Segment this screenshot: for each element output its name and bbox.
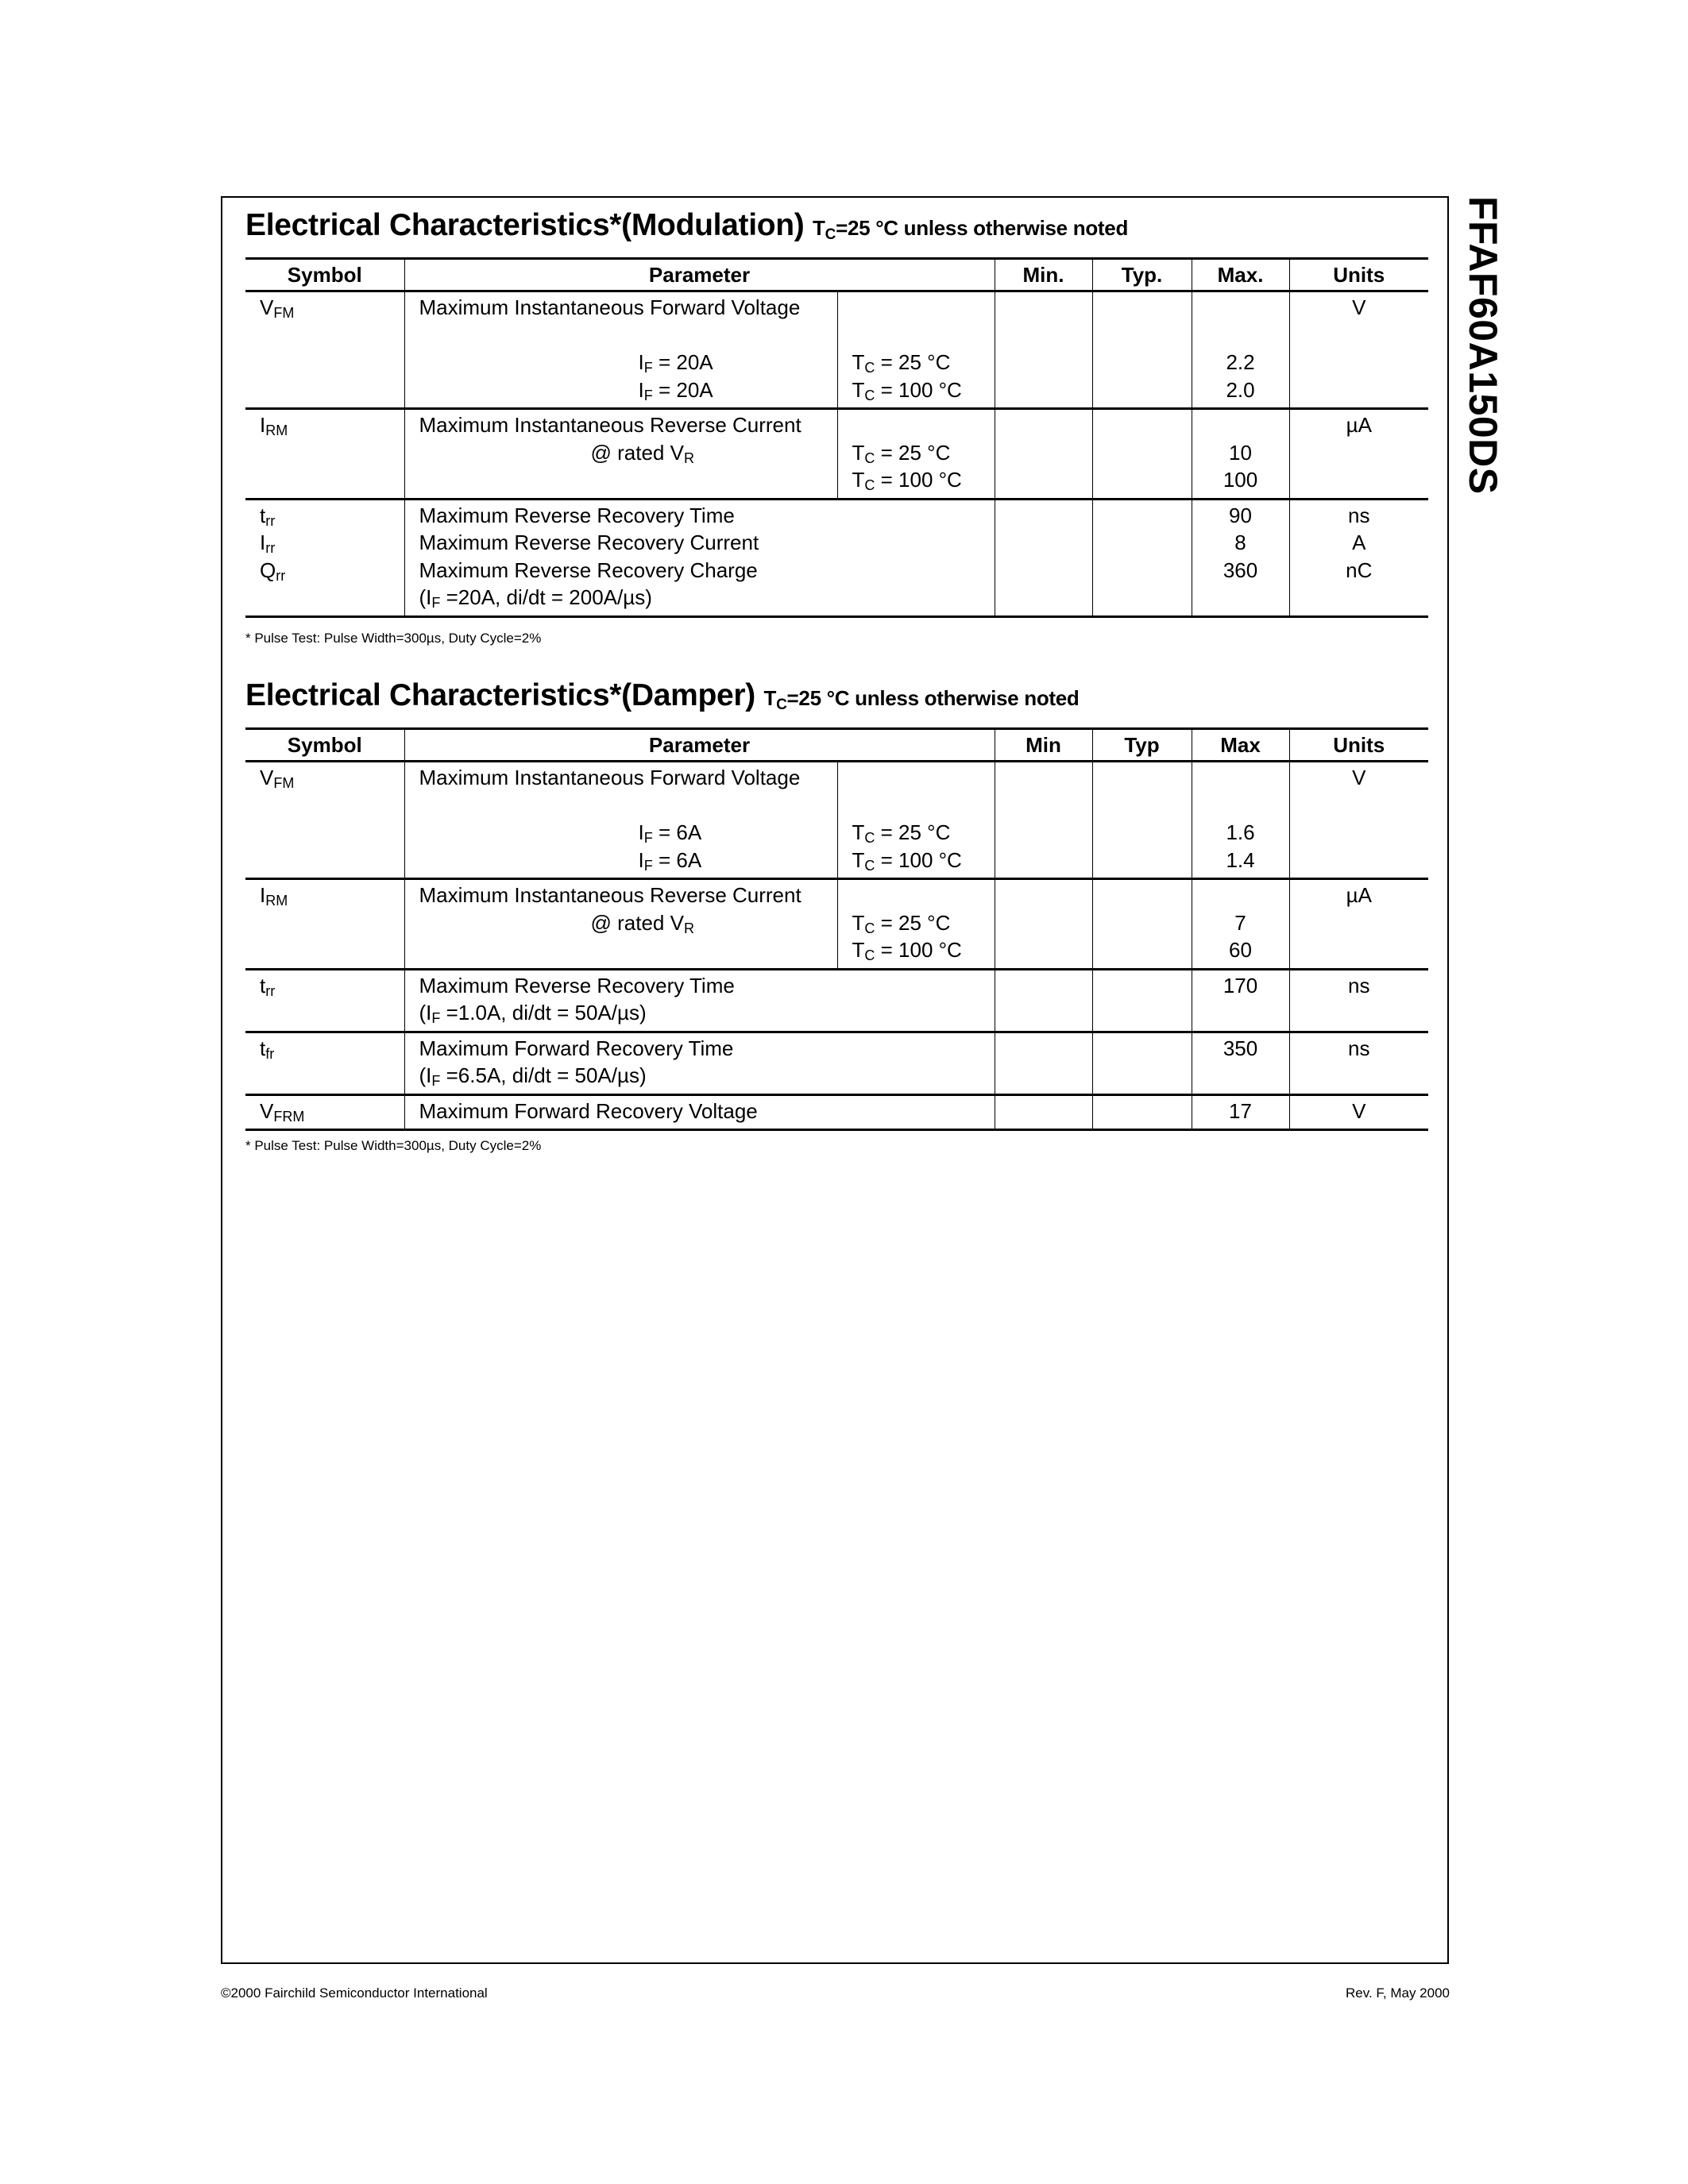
subscript: C: [776, 696, 787, 713]
cell-line: [260, 557, 404, 585]
subscript: F: [643, 857, 653, 874]
cell-line: [852, 466, 995, 494]
cell-line: [1192, 764, 1289, 792]
text-segment: Maximum Instantaneous Reverse Current: [419, 413, 802, 437]
text-segment: = 100 °C: [875, 847, 962, 872]
cell-line: [852, 349, 995, 376]
cell-line: [1192, 502, 1289, 530]
parameter-cell: [404, 1032, 995, 1094]
modulation-characteristics-table: [245, 257, 1428, 618]
column-header-max: Max: [1192, 729, 1289, 762]
text-segment: = 100 °C: [875, 468, 962, 492]
text-segment: V: [1352, 1098, 1366, 1123]
cell-line: [1290, 557, 1429, 585]
text-segment: t: [260, 973, 266, 997]
text-segment: @ rated V: [590, 910, 684, 935]
cell-line: [1290, 764, 1429, 792]
text-segment: V: [260, 295, 274, 319]
units-cell: [1289, 409, 1428, 500]
text-segment: V: [1352, 766, 1366, 789]
cell-line: [419, 1062, 995, 1090]
parameter-cell: [404, 762, 837, 879]
text-segment: 1.6: [1226, 820, 1255, 844]
cell-line: [419, 376, 837, 404]
text-segment: I: [260, 531, 266, 554]
text-segment: 7: [1234, 910, 1246, 935]
text-segment: µA: [1346, 413, 1372, 437]
cell-line: [260, 1035, 404, 1063]
parameter-cell: [404, 409, 837, 500]
typ-cell: [1092, 1094, 1192, 1130]
text-segment: 170: [1223, 973, 1258, 997]
text-segment: 100: [1223, 468, 1258, 492]
text-segment: = 25 °C: [875, 350, 951, 374]
cell-line: [419, 411, 837, 439]
cell-line: [1192, 819, 1289, 847]
subscript: FM: [273, 305, 295, 321]
cell-line: [419, 1098, 995, 1125]
text-segment: 10: [1229, 440, 1252, 465]
cell-line: [260, 502, 404, 530]
cell-line: [1192, 466, 1289, 494]
cell-line: [1290, 1035, 1429, 1063]
text-segment: 350: [1223, 1036, 1258, 1060]
cell-line: [1192, 972, 1289, 1000]
text-segment: = 6A: [652, 847, 702, 872]
text-segment: V: [260, 766, 274, 789]
footnote-damper: * Pulse Test: Pulse Width=300µs, Duty Cycle=2%: [245, 1138, 542, 1153]
subscript: C: [864, 450, 875, 466]
cell-line: [1192, 439, 1289, 467]
table-row: [245, 969, 1428, 1032]
cell-line: [1290, 502, 1429, 530]
text-segment: =25 °C unless otherwise noted: [786, 686, 1080, 710]
min-cell: [995, 762, 1092, 879]
cell-line: [1290, 411, 1429, 439]
text-segment: T: [852, 377, 865, 402]
text-segment: Maximum Forward Recovery Time: [419, 1036, 734, 1060]
max-cell: [1192, 879, 1289, 970]
cell-line: [852, 882, 995, 909]
text-segment: µA: [1346, 883, 1372, 907]
text-segment: = 20A: [652, 377, 713, 402]
min-cell: [995, 499, 1092, 616]
table-row: [245, 291, 1428, 409]
condition-cell: [837, 291, 995, 409]
text-segment: 17: [1229, 1098, 1252, 1123]
text-segment: ns: [1348, 503, 1370, 527]
text-segment: = 25 °C: [875, 820, 951, 844]
text-segment: =6.5A, di/dt = 50A/µs): [440, 1063, 647, 1087]
text-segment: T: [852, 468, 865, 492]
footer-revision: Rev. F, May 2000: [1345, 1985, 1450, 2001]
cell-line: [1192, 792, 1289, 820]
section-title-text: Electrical Characteristics*(Modulation): [245, 208, 805, 242]
text-segment: T: [852, 350, 865, 374]
subscript: C: [825, 226, 836, 243]
cell-line: [260, 882, 404, 909]
cell-line: [419, 909, 837, 937]
text-segment: 90: [1229, 503, 1252, 527]
parameter-cell: [404, 1094, 995, 1130]
min-cell: [995, 409, 1092, 500]
text-segment: A: [1352, 531, 1366, 554]
column-header-typ: Typ.: [1092, 259, 1192, 291]
typ-cell: [1092, 291, 1192, 409]
cell-line: [852, 792, 995, 820]
cell-line: [1192, 411, 1289, 439]
units-cell: [1289, 1094, 1428, 1130]
text-segment: T: [852, 938, 865, 962]
max-cell: [1192, 969, 1289, 1032]
text-segment: 360: [1223, 558, 1258, 582]
cell-line: [419, 792, 837, 820]
part-number-title: FFAF60A150DS: [1461, 196, 1505, 495]
footnote-modulation: * Pulse Test: Pulse Width=300µs, Duty Cycle=2%: [245, 631, 542, 646]
min-cell: [995, 969, 1092, 1032]
cell-line: [1290, 972, 1429, 1000]
text-segment: 8: [1234, 531, 1246, 554]
cell-line: [1192, 882, 1289, 909]
cell-line: [419, 847, 837, 874]
text-segment: Maximum Instantaneous Forward Voltage: [419, 766, 801, 789]
text-segment: 1.4: [1226, 847, 1255, 872]
damper-characteristics-table: [245, 727, 1428, 1131]
text-segment: Maximum Reverse Recovery Time: [419, 973, 735, 997]
column-header-symbol: Symbol: [245, 259, 404, 291]
text-segment: ns: [1348, 973, 1370, 997]
cell-line: [419, 322, 837, 349]
symbol-cell: [245, 1094, 404, 1130]
condition-cell: [837, 762, 995, 879]
symbol-cell: [245, 762, 404, 879]
section-title-modulation: [245, 208, 1128, 244]
table-row: [245, 409, 1428, 500]
symbol-cell: [245, 879, 404, 970]
cell-line: [419, 294, 837, 322]
min-cell: [995, 1094, 1092, 1130]
text-segment: nC: [1346, 558, 1373, 582]
subscript: fr: [265, 1045, 275, 1062]
symbol-cell: [245, 409, 404, 500]
cell-line: [1290, 882, 1429, 909]
text-segment: Maximum Reverse Recovery Current: [419, 531, 759, 554]
subscript: R: [683, 450, 694, 466]
section-note: [763, 686, 1080, 713]
cell-line: [1192, 909, 1289, 937]
condition-cell: [837, 409, 995, 500]
units-cell: [1289, 762, 1428, 879]
typ-cell: [1092, 1032, 1192, 1094]
subscript: F: [431, 1073, 441, 1089]
max-cell: [1192, 1032, 1289, 1094]
cell-line: [419, 439, 837, 467]
text-segment: t: [260, 1036, 266, 1060]
text-segment: I: [260, 883, 266, 907]
text-segment: @ rated V: [590, 440, 684, 465]
text-segment: =1.0A, di/dt = 50A/µs): [440, 1001, 647, 1024]
text-segment: 60: [1229, 938, 1252, 962]
cell-line: [419, 999, 995, 1027]
subscript: C: [864, 387, 875, 403]
text-segment: = 25 °C: [875, 910, 951, 935]
cell-line: [419, 584, 995, 612]
subscript: FM: [273, 775, 295, 791]
subscript: F: [643, 830, 653, 846]
cell-line: [260, 764, 404, 792]
cell-line: [852, 322, 995, 349]
min-cell: [995, 1032, 1092, 1094]
subscript: rr: [276, 567, 286, 584]
cell-line: [852, 909, 995, 937]
symbol-cell: [245, 1032, 404, 1094]
text-segment: 2.2: [1226, 350, 1255, 374]
text-segment: =25 °C unless otherwise noted: [836, 216, 1129, 240]
parameter-cell: [404, 969, 995, 1032]
typ-cell: [1092, 762, 1192, 879]
cell-line: [1290, 529, 1429, 557]
subscript: C: [864, 360, 875, 376]
text-segment: T: [852, 847, 865, 872]
text-segment: = 100 °C: [875, 938, 962, 962]
cell-line: [1192, 936, 1289, 964]
symbol-cell: [245, 291, 404, 409]
units-cell: [1289, 1032, 1428, 1094]
cell-line: [260, 529, 404, 557]
min-cell: [995, 879, 1092, 970]
max-cell: [1192, 762, 1289, 879]
text-segment: I: [638, 847, 644, 872]
typ-cell: [1092, 879, 1192, 970]
units-cell: [1289, 291, 1428, 409]
text-segment: =20A, di/dt = 200A/µs): [440, 585, 652, 609]
cell-line: [1192, 529, 1289, 557]
cell-line: [852, 411, 995, 439]
cell-line: [1192, 1035, 1289, 1063]
units-cell: [1289, 969, 1428, 1032]
cell-line: [260, 411, 404, 439]
subscript: F: [431, 595, 441, 611]
subscript: C: [864, 477, 875, 493]
text-segment: V: [1352, 295, 1366, 319]
cell-line: [419, 502, 995, 530]
text-segment: = 20A: [652, 350, 713, 374]
text-segment: ns: [1348, 1036, 1370, 1060]
cell-line: [852, 819, 995, 847]
text-segment: = 25 °C: [875, 440, 951, 465]
cell-line: [1192, 847, 1289, 874]
text-segment: I: [638, 377, 644, 402]
cell-line: [1192, 349, 1289, 376]
subscript: RM: [265, 893, 288, 909]
text-segment: Maximum Instantaneous Forward Voltage: [419, 295, 801, 319]
text-segment: I: [638, 820, 644, 844]
subscript: F: [643, 360, 653, 376]
parameter-cell: [404, 291, 837, 409]
section-title-damper: [245, 678, 1080, 714]
subscript: C: [864, 920, 875, 936]
subscript: C: [864, 857, 875, 874]
cell-line: [419, 972, 995, 1000]
cell-line: [419, 529, 995, 557]
text-segment: T: [852, 440, 865, 465]
subscript: F: [643, 387, 653, 403]
text-segment: Maximum Reverse Recovery Charge: [419, 558, 758, 582]
text-segment: = 100 °C: [875, 377, 962, 402]
column-header-units: Units: [1289, 729, 1428, 762]
cell-line: [852, 376, 995, 404]
cell-line: [1192, 376, 1289, 404]
max-cell: [1192, 499, 1289, 616]
cell-line: [260, 294, 404, 322]
cell-line: [852, 294, 995, 322]
table-row: [245, 879, 1428, 970]
text-segment: V: [260, 1098, 274, 1123]
text-segment: T: [763, 686, 777, 710]
table-row: [245, 762, 1428, 879]
table-row: [245, 1094, 1428, 1130]
text-segment: 2.0: [1226, 377, 1255, 402]
table-row: [245, 1032, 1428, 1094]
section-note: [813, 216, 1129, 243]
max-cell: [1192, 1094, 1289, 1130]
column-header-units: Units: [1289, 259, 1428, 291]
cell-line: [419, 1035, 995, 1063]
section-title-text: Electrical Characteristics*(Damper): [245, 678, 755, 712]
cell-line: [260, 1098, 404, 1125]
text-segment: t: [260, 503, 266, 527]
subscript: rr: [265, 982, 276, 999]
subscript: FRM: [273, 1108, 305, 1125]
max-cell: [1192, 291, 1289, 409]
cell-line: [260, 972, 404, 1000]
column-header-typ: Typ: [1092, 729, 1192, 762]
parameter-cell: [404, 499, 995, 616]
table-row: [245, 499, 1428, 616]
text-segment: Maximum Forward Recovery Voltage: [419, 1098, 758, 1123]
cell-line: [852, 764, 995, 792]
min-cell: [995, 291, 1092, 409]
symbol-cell: [245, 499, 404, 616]
column-header-min: Min: [995, 729, 1092, 762]
text-segment: T: [852, 820, 865, 844]
cell-line: [1192, 294, 1289, 322]
text-segment: Q: [260, 558, 276, 582]
column-header-parameter: Parameter: [404, 259, 995, 291]
cell-line: [1192, 1098, 1289, 1125]
text-segment: (I: [419, 585, 432, 609]
column-header-min: Min.: [995, 259, 1092, 291]
text-segment: (I: [419, 1063, 432, 1087]
subscript: R: [683, 920, 694, 936]
subscript: F: [431, 1010, 441, 1026]
text-segment: = 6A: [652, 820, 702, 844]
text-segment: T: [813, 216, 825, 240]
text-segment: Maximum Instantaneous Reverse Current: [419, 883, 802, 907]
text-segment: I: [638, 350, 644, 374]
table-header-row: [245, 259, 1428, 291]
cell-line: [1192, 322, 1289, 349]
table-header-row: [245, 729, 1428, 762]
max-cell: [1192, 409, 1289, 500]
subscript: C: [864, 947, 875, 963]
cell-line: [852, 936, 995, 964]
cell-line: [1290, 294, 1429, 322]
subscript: C: [864, 830, 875, 846]
cell-line: [419, 349, 837, 376]
typ-cell: [1092, 499, 1192, 616]
cell-line: [419, 819, 837, 847]
units-cell: [1289, 879, 1428, 970]
cell-line: [852, 847, 995, 874]
text-segment: (I: [419, 1001, 432, 1024]
cell-line: [1192, 557, 1289, 585]
column-header-parameter: Parameter: [404, 729, 995, 762]
text-segment: Maximum Reverse Recovery Time: [419, 503, 735, 527]
parameter-cell: [404, 879, 837, 970]
typ-cell: [1092, 409, 1192, 500]
units-cell: [1289, 499, 1428, 616]
symbol-cell: [245, 969, 404, 1032]
cell-line: [419, 764, 837, 792]
subscript: rr: [265, 512, 276, 529]
cell-line: [419, 882, 837, 909]
column-header-symbol: Symbol: [245, 729, 404, 762]
typ-cell: [1092, 969, 1192, 1032]
cell-line: [1290, 1098, 1429, 1125]
text-segment: T: [852, 910, 865, 935]
condition-cell: [837, 879, 995, 970]
subscript: rr: [265, 540, 276, 556]
cell-line: [852, 439, 995, 467]
column-header-max: Max.: [1192, 259, 1289, 291]
footer-copyright: ©2000 Fairchild Semiconductor International: [221, 1985, 488, 2001]
text-segment: I: [260, 413, 266, 437]
cell-line: [419, 557, 995, 585]
subscript: RM: [265, 423, 288, 438]
